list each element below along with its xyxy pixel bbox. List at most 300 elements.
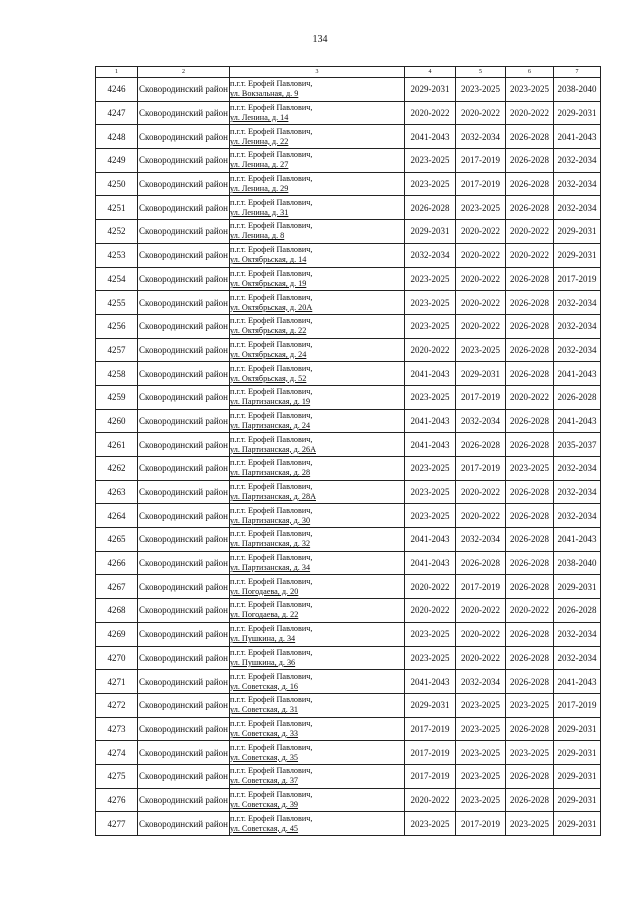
address-town: п.г.т. Ерофей Павлович, <box>230 174 313 184</box>
period-col-7: 2017-2019 <box>554 693 601 717</box>
row-number: 4247 <box>96 101 138 125</box>
table-row <box>96 101 601 125</box>
period-col-7: 2041-2043 <box>554 670 601 694</box>
address-town: п.г.т. Ерофей Павлович, <box>230 339 313 349</box>
table-row <box>96 717 601 741</box>
address-street: ул. Советская, д. 35 <box>230 752 299 762</box>
header-col-2: 2 <box>138 67 230 78</box>
address-cell <box>230 196 405 220</box>
row-number: 4271 <box>96 670 138 694</box>
period-col-7: 2032-2034 <box>554 622 601 646</box>
period-col-4: 2023-2025 <box>405 267 456 291</box>
period-col-4: 2023-2025 <box>405 291 456 315</box>
address-street: ул. Погодаева, д. 20 <box>230 586 299 596</box>
table-row <box>96 812 601 836</box>
district-cell: Сковородинский район <box>138 480 230 504</box>
address-town: п.г.т. Ерофей Павлович, <box>230 410 313 420</box>
address-cell <box>230 172 405 196</box>
period-col-6: 2026-2028 <box>506 788 554 812</box>
table-row <box>96 196 601 220</box>
address-street: ул. Партизанская, д. 24 <box>230 420 311 430</box>
row-number: 4266 <box>96 551 138 575</box>
address-town: п.г.т. Ерофей Павлович, <box>230 529 313 539</box>
district-cell: Сковородинский район <box>138 693 230 717</box>
address-cell <box>230 480 405 504</box>
table-row <box>96 575 601 599</box>
period-col-7: 2032-2034 <box>554 314 601 338</box>
district-cell: Сковородинский район <box>138 551 230 575</box>
address-street: ул. Октябрьская, д. 52 <box>230 373 307 383</box>
row-number: 4276 <box>96 788 138 812</box>
row-number: 4253 <box>96 243 138 267</box>
period-col-7: 2029-2031 <box>554 788 601 812</box>
address-town: п.г.т. Ерофей Павлович, <box>230 268 313 278</box>
period-col-4: 2023-2025 <box>405 480 456 504</box>
district-cell: Сковородинский район <box>138 243 230 267</box>
address-town: п.г.т. Ерофей Павлович, <box>230 79 313 89</box>
period-col-5: 2023-2025 <box>456 78 506 102</box>
district-cell: Сковородинский район <box>138 291 230 315</box>
address-street: ул. Октябрьская, д. 14 <box>230 255 307 265</box>
table-row <box>96 243 601 267</box>
period-col-5: 2023-2025 <box>456 196 506 220</box>
period-col-5: 2020-2022 <box>456 599 506 623</box>
period-col-7: 2041-2043 <box>554 362 601 386</box>
address-cell <box>230 788 405 812</box>
address-town: п.г.т. Ерофей Павлович, <box>230 221 313 231</box>
table-row <box>96 78 601 102</box>
period-col-4: 2023-2025 <box>405 504 456 528</box>
period-col-7: 2032-2034 <box>554 172 601 196</box>
period-col-4: 2029-2031 <box>405 220 456 244</box>
period-col-7: 2032-2034 <box>554 480 601 504</box>
address-town: п.г.т. Ерофей Павлович, <box>230 766 313 776</box>
row-number: 4258 <box>96 362 138 386</box>
address-street: ул. Ленина, д. 27 <box>230 160 289 170</box>
table-row <box>96 622 601 646</box>
period-col-6: 2026-2028 <box>506 575 554 599</box>
table-row <box>96 504 601 528</box>
row-number: 4249 <box>96 149 138 173</box>
district-cell: Сковородинский район <box>138 78 230 102</box>
period-col-5: 2017-2019 <box>456 149 506 173</box>
address-street: ул. Советская, д. 33 <box>230 728 299 738</box>
district-cell: Сковородинский район <box>138 599 230 623</box>
period-col-4: 2029-2031 <box>405 693 456 717</box>
period-col-4: 2023-2025 <box>405 646 456 670</box>
row-number: 4268 <box>96 599 138 623</box>
period-col-7: 2029-2031 <box>554 243 601 267</box>
table-row <box>96 385 601 409</box>
address-street: ул. Советская, д. 37 <box>230 776 299 786</box>
header-col-1: 1 <box>96 67 138 78</box>
address-cell <box>230 101 405 125</box>
period-col-6: 2020-2022 <box>506 101 554 125</box>
address-street: ул. Октябрьская, д. 22 <box>230 326 307 336</box>
period-col-5: 2029-2031 <box>456 362 506 386</box>
period-col-4: 2020-2022 <box>405 338 456 362</box>
period-col-7: 2032-2034 <box>554 149 601 173</box>
header-col-5: 5 <box>456 67 506 78</box>
period-col-6: 2026-2028 <box>506 338 554 362</box>
header-row <box>96 67 601 78</box>
district-cell: Сковородинский район <box>138 433 230 457</box>
period-col-7: 2026-2028 <box>554 385 601 409</box>
district-cell: Сковородинский район <box>138 220 230 244</box>
period-col-6: 2023-2025 <box>506 812 554 836</box>
row-number: 4262 <box>96 457 138 481</box>
row-number: 4263 <box>96 480 138 504</box>
district-cell: Сковородинский район <box>138 338 230 362</box>
address-cell <box>230 220 405 244</box>
table-row <box>96 314 601 338</box>
table-body <box>96 78 601 836</box>
address-cell <box>230 385 405 409</box>
address-town: п.г.т. Ерофей Павлович, <box>230 482 313 492</box>
table-row <box>96 172 601 196</box>
district-cell: Сковородинский район <box>138 314 230 338</box>
row-number: 4261 <box>96 433 138 457</box>
district-cell: Сковородинский район <box>138 385 230 409</box>
period-col-7: 2032-2034 <box>554 457 601 481</box>
address-town: п.г.т. Ерофей Павлович, <box>230 742 313 752</box>
address-town: п.г.т. Ерофей Павлович, <box>230 292 313 302</box>
table-row <box>96 220 601 244</box>
address-street: ул. Вокзальная, д. 9 <box>230 89 299 99</box>
page-number: 134 <box>312 34 328 45</box>
table-row <box>96 693 601 717</box>
period-col-7: 2032-2034 <box>554 291 601 315</box>
address-cell <box>230 599 405 623</box>
address-cell <box>230 291 405 315</box>
address-street: ул. Партизанская, д. 34 <box>230 563 311 573</box>
period-col-6: 2026-2028 <box>506 764 554 788</box>
address-cell <box>230 693 405 717</box>
period-col-6: 2026-2028 <box>506 670 554 694</box>
period-col-7: 2029-2031 <box>554 812 601 836</box>
row-number: 4252 <box>96 220 138 244</box>
address-town: п.г.т. Ерофей Павлович, <box>230 600 313 610</box>
address-street: ул. Партизанская, д. 26А <box>230 444 316 454</box>
period-col-6: 2026-2028 <box>506 291 554 315</box>
address-cell <box>230 622 405 646</box>
address-street: ул. Ленина, д. 31 <box>230 207 289 217</box>
district-cell: Сковородинский район <box>138 267 230 291</box>
row-number: 4259 <box>96 385 138 409</box>
address-cell <box>230 717 405 741</box>
period-col-4: 2023-2025 <box>405 622 456 646</box>
period-col-4: 2041-2043 <box>405 551 456 575</box>
address-town: п.г.т. Ерофей Павлович, <box>230 671 313 681</box>
address-town: п.г.т. Ерофей Павлович, <box>230 505 313 515</box>
address-street: ул. Партизанская, д. 19 <box>230 397 311 407</box>
period-col-7: 2032-2034 <box>554 504 601 528</box>
table-row <box>96 764 601 788</box>
address-cell <box>230 646 405 670</box>
address-cell <box>230 812 405 836</box>
period-col-4: 2023-2025 <box>405 385 456 409</box>
period-col-7: 2038-2040 <box>554 551 601 575</box>
district-cell: Сковородинский район <box>138 646 230 670</box>
period-col-7: 2029-2031 <box>554 575 601 599</box>
table-row <box>96 646 601 670</box>
address-cell <box>230 409 405 433</box>
period-col-7: 2032-2034 <box>554 196 601 220</box>
row-number: 4272 <box>96 693 138 717</box>
address-town: п.г.т. Ерофей Павлович, <box>230 695 313 705</box>
period-col-5: 2020-2022 <box>456 314 506 338</box>
row-number: 4270 <box>96 646 138 670</box>
address-town: п.г.т. Ерофей Павлович, <box>230 789 313 799</box>
period-col-5: 2020-2022 <box>456 243 506 267</box>
table-row <box>96 599 601 623</box>
address-street: ул. Партизанская, д. 28 <box>230 468 311 478</box>
period-col-7: 2032-2034 <box>554 646 601 670</box>
address-street: ул. Погодаева, д. 22 <box>230 610 299 620</box>
period-col-4: 2026-2028 <box>405 196 456 220</box>
period-col-5: 2023-2025 <box>456 338 506 362</box>
period-col-7: 2029-2031 <box>554 220 601 244</box>
table-row <box>96 741 601 765</box>
period-col-5: 2020-2022 <box>456 622 506 646</box>
period-col-4: 2017-2019 <box>405 764 456 788</box>
row-number: 4257 <box>96 338 138 362</box>
period-col-6: 2026-2028 <box>506 409 554 433</box>
address-cell <box>230 551 405 575</box>
period-col-6: 2020-2022 <box>506 385 554 409</box>
address-street: ул. Октябрьская, д. 20А <box>230 302 313 312</box>
period-col-4: 2032-2034 <box>405 243 456 267</box>
row-number: 4251 <box>96 196 138 220</box>
period-col-6: 2026-2028 <box>506 433 554 457</box>
address-street: ул. Ленина, д. 29 <box>230 184 289 194</box>
period-col-6: 2026-2028 <box>506 622 554 646</box>
period-col-4: 2041-2043 <box>405 670 456 694</box>
address-town: п.г.т. Ерофей Павлович, <box>230 363 313 373</box>
district-cell: Сковородинский район <box>138 101 230 125</box>
period-col-6: 2026-2028 <box>506 314 554 338</box>
row-number: 4275 <box>96 764 138 788</box>
period-col-5: 2017-2019 <box>456 812 506 836</box>
address-cell <box>230 338 405 362</box>
housing-repair-table <box>95 66 601 836</box>
address-cell <box>230 243 405 267</box>
period-col-4: 2020-2022 <box>405 599 456 623</box>
address-town: п.г.т. Ерофей Павлович, <box>230 316 313 326</box>
period-col-4: 2017-2019 <box>405 741 456 765</box>
period-col-4: 2041-2043 <box>405 433 456 457</box>
period-col-5: 2023-2025 <box>456 764 506 788</box>
period-col-6: 2026-2028 <box>506 267 554 291</box>
row-number: 4250 <box>96 172 138 196</box>
address-street: ул. Октябрьская, д. 24 <box>230 349 307 359</box>
period-col-6: 2026-2028 <box>506 149 554 173</box>
address-street: ул. Партизанская, д. 28А <box>230 492 316 502</box>
period-col-4: 2041-2043 <box>405 528 456 552</box>
period-col-5: 2020-2022 <box>456 101 506 125</box>
period-col-5: 2017-2019 <box>456 385 506 409</box>
period-col-5: 2017-2019 <box>456 172 506 196</box>
address-cell <box>230 741 405 765</box>
address-town: п.г.т. Ерофей Павлович, <box>230 387 313 397</box>
table-row <box>96 551 601 575</box>
row-number: 4273 <box>96 717 138 741</box>
period-col-6: 2026-2028 <box>506 362 554 386</box>
table-row <box>96 670 601 694</box>
row-number: 4255 <box>96 291 138 315</box>
table-row <box>96 291 601 315</box>
table-row <box>96 409 601 433</box>
period-col-7: 2041-2043 <box>554 125 601 149</box>
period-col-5: 2020-2022 <box>456 480 506 504</box>
table-row <box>96 362 601 386</box>
district-cell: Сковородинский район <box>138 457 230 481</box>
period-col-7: 2032-2034 <box>554 338 601 362</box>
address-cell <box>230 78 405 102</box>
period-col-4: 2023-2025 <box>405 457 456 481</box>
period-col-6: 2023-2025 <box>506 741 554 765</box>
period-col-7: 2041-2043 <box>554 528 601 552</box>
period-col-6: 2023-2025 <box>506 457 554 481</box>
address-cell <box>230 267 405 291</box>
row-number: 4264 <box>96 504 138 528</box>
address-street: ул. Ленина, д. 14 <box>230 113 289 123</box>
address-cell <box>230 457 405 481</box>
period-col-6: 2026-2028 <box>506 125 554 149</box>
address-cell <box>230 433 405 457</box>
period-col-6: 2026-2028 <box>506 646 554 670</box>
row-number: 4269 <box>96 622 138 646</box>
table-row <box>96 149 601 173</box>
row-number: 4248 <box>96 125 138 149</box>
district-cell: Сковородинский район <box>138 764 230 788</box>
row-number: 4265 <box>96 528 138 552</box>
table-row <box>96 338 601 362</box>
period-col-6: 2026-2028 <box>506 717 554 741</box>
address-town: п.г.т. Ерофей Павлович, <box>230 813 313 823</box>
period-col-6: 2026-2028 <box>506 528 554 552</box>
address-town: п.г.т. Ерофей Павлович, <box>230 126 313 136</box>
period-col-5: 2032-2034 <box>456 528 506 552</box>
address-street: ул. Пушкина, д. 36 <box>230 657 296 667</box>
period-col-4: 2023-2025 <box>405 149 456 173</box>
address-cell <box>230 764 405 788</box>
address-street: ул. Советская, д. 39 <box>230 799 299 809</box>
district-cell: Сковородинский район <box>138 741 230 765</box>
period-col-4: 2023-2025 <box>405 812 456 836</box>
district-cell: Сковородинский район <box>138 409 230 433</box>
address-cell <box>230 125 405 149</box>
period-col-5: 2017-2019 <box>456 457 506 481</box>
period-col-6: 2023-2025 <box>506 78 554 102</box>
address-cell <box>230 528 405 552</box>
period-col-7: 2035-2037 <box>554 433 601 457</box>
period-col-5: 2017-2019 <box>456 575 506 599</box>
period-col-7: 2029-2031 <box>554 764 601 788</box>
address-street: ул. Партизанская, д. 32 <box>230 539 311 549</box>
district-cell: Сковородинский район <box>138 196 230 220</box>
address-town: п.г.т. Ерофей Павлович, <box>230 150 313 160</box>
period-col-6: 2026-2028 <box>506 172 554 196</box>
period-col-6: 2023-2025 <box>506 693 554 717</box>
period-col-5: 2023-2025 <box>456 693 506 717</box>
period-col-7: 2026-2028 <box>554 599 601 623</box>
address-cell <box>230 670 405 694</box>
period-col-5: 2020-2022 <box>456 504 506 528</box>
period-col-6: 2026-2028 <box>506 196 554 220</box>
table-row <box>96 267 601 291</box>
period-col-4: 2041-2043 <box>405 409 456 433</box>
period-col-7: 2029-2031 <box>554 717 601 741</box>
district-cell: Сковородинский район <box>138 149 230 173</box>
row-number: 4246 <box>96 78 138 102</box>
table-row <box>96 528 601 552</box>
address-cell <box>230 149 405 173</box>
period-col-4: 2020-2022 <box>405 788 456 812</box>
row-number: 4267 <box>96 575 138 599</box>
period-col-6: 2020-2022 <box>506 220 554 244</box>
row-number: 4254 <box>96 267 138 291</box>
row-number: 4274 <box>96 741 138 765</box>
district-cell: Сковородинский район <box>138 812 230 836</box>
period-col-4: 2023-2025 <box>405 172 456 196</box>
address-street: ул. Советская, д. 31 <box>230 705 299 715</box>
address-cell <box>230 575 405 599</box>
table-row <box>96 457 601 481</box>
address-town: п.г.т. Ерофей Павлович, <box>230 576 313 586</box>
address-street: ул. Советская, д. 16 <box>230 681 299 691</box>
period-col-5: 2032-2034 <box>456 670 506 694</box>
address-town: п.г.т. Ерофей Павлович, <box>230 197 313 207</box>
period-col-4: 2029-2031 <box>405 78 456 102</box>
address-town: п.г.т. Ерофей Павлович, <box>230 718 313 728</box>
period-col-4: 2020-2022 <box>405 101 456 125</box>
address-cell <box>230 362 405 386</box>
district-cell: Сковородинский район <box>138 788 230 812</box>
district-cell: Сковородинский район <box>138 172 230 196</box>
address-street: ул. Партизанская, д. 30 <box>230 515 311 525</box>
address-cell <box>230 504 405 528</box>
address-town: п.г.т. Ерофей Павлович, <box>230 245 313 255</box>
address-town: п.г.т. Ерофей Павлович, <box>230 434 313 444</box>
period-col-4: 2020-2022 <box>405 575 456 599</box>
district-cell: Сковородинский район <box>138 717 230 741</box>
address-cell <box>230 314 405 338</box>
period-col-5: 2023-2025 <box>456 788 506 812</box>
period-col-5: 2020-2022 <box>456 267 506 291</box>
period-col-4: 2017-2019 <box>405 717 456 741</box>
period-col-7: 2038-2040 <box>554 78 601 102</box>
row-number: 4277 <box>96 812 138 836</box>
period-col-6: 2026-2028 <box>506 480 554 504</box>
district-cell: Сковородинский район <box>138 528 230 552</box>
period-col-5: 2026-2028 <box>456 433 506 457</box>
period-col-6: 2026-2028 <box>506 504 554 528</box>
header-col-7: 7 <box>554 67 601 78</box>
period-col-4: 2041-2043 <box>405 362 456 386</box>
period-col-5: 2032-2034 <box>456 125 506 149</box>
row-number: 4260 <box>96 409 138 433</box>
address-street: ул. Ленина, д. 22 <box>230 136 289 146</box>
period-col-5: 2026-2028 <box>456 551 506 575</box>
period-col-7: 2029-2031 <box>554 741 601 765</box>
period-col-6: 2020-2022 <box>506 599 554 623</box>
header-col-6: 6 <box>506 67 554 78</box>
period-col-5: 2020-2022 <box>456 291 506 315</box>
district-cell: Сковородинский район <box>138 670 230 694</box>
period-col-5: 2023-2025 <box>456 741 506 765</box>
period-col-5: 2032-2034 <box>456 409 506 433</box>
